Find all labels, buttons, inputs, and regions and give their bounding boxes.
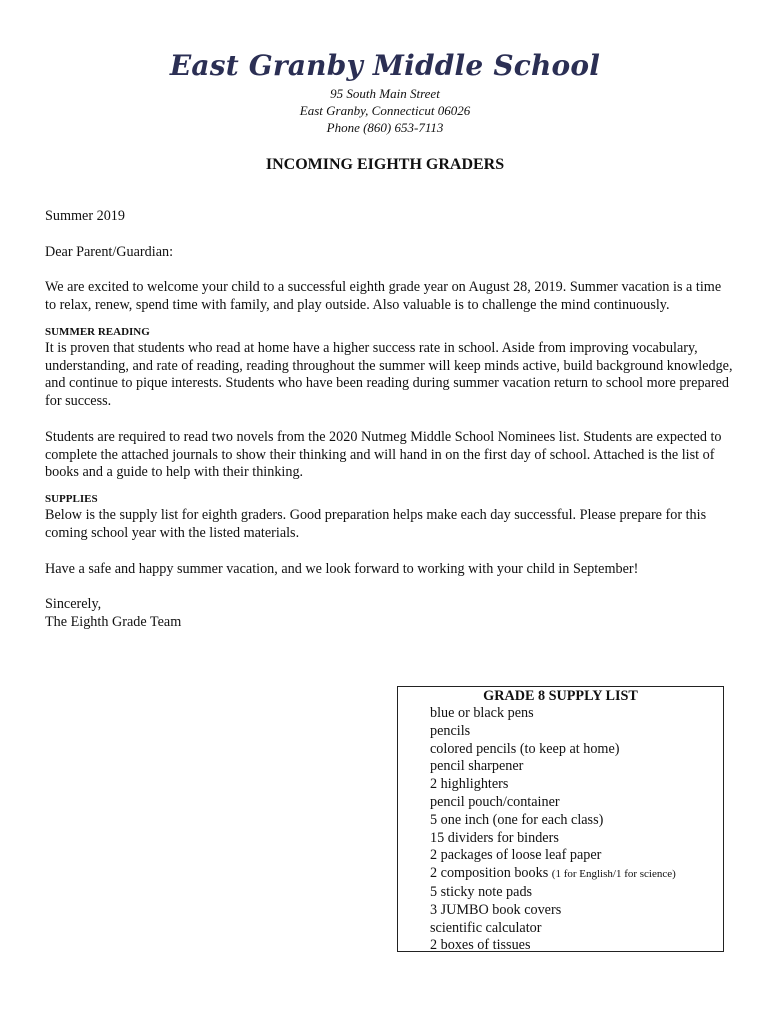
supply-list	[398, 705, 723, 955]
signature: The Eighth Grade Team	[45, 613, 182, 630]
letter-body	[45, 208, 735, 632]
school-name: East Granby Middle School	[169, 49, 601, 82]
intro-paragraph: We are excited to welcome your child to a successful eighth grade year on August 28, 2019. Summer vacation is a time to relax, renew, spend time with family, and play outside. Also valuable is to challenge the mind continuously.	[45, 279, 722, 313]
signoff: Sincerely,	[45, 596, 102, 613]
supply-item: 2 packages of loose leaf paper	[430, 847, 602, 864]
supply-item: 5 sticky note pads	[430, 883, 533, 900]
supply-item: blue or black pens	[430, 705, 534, 721]
supply-item: pencil pouch/container	[430, 793, 560, 810]
summer-reading-heading: SUMMER READING	[45, 325, 150, 338]
supply-item: 5 one inch (one for each class)	[430, 811, 604, 828]
supplies-heading: SUPPLIES	[45, 493, 98, 506]
letterhead	[0, 47, 770, 136]
supply-list-title: GRADE 8 SUPPLY LIST	[483, 688, 638, 704]
address-line-2: East Granby, Connecticut 06026	[299, 103, 471, 118]
salutation: Dear Parent/Guardian:	[45, 243, 174, 260]
supplies-paragraph: Below is the supply list for eighth graders. Good preparation helps make each day successful. Please prepare for this coming school year with the listed materials.	[45, 507, 707, 541]
supply-item: 2 boxes of tissues	[430, 937, 531, 954]
document-title: INCOMING EIGHTH GRADERS	[265, 156, 505, 173]
supply-item: 2 highlighters	[430, 776, 509, 793]
supply-item: 15 dividers for binders	[430, 829, 559, 846]
supply-item: scientific calculator	[430, 919, 542, 936]
supply-item: pencils	[430, 722, 471, 739]
phone-number: Phone (860) 653-7113	[326, 120, 444, 135]
supply-item-composition	[430, 865, 723, 884]
reading-paragraph-1: It is proven that students who read at home have a higher success rate in school. Aside from improving vocabulary, understanding, and rate of reading, reading throughout the summer will keep minds active, build background knowledge, and continue to pique interests. Students who have been reading during summer vacation return to school more prepared for success.	[45, 339, 733, 410]
letter-date: Summer 2019	[45, 208, 125, 224]
supply-item: colored pencils (to keep at home)	[430, 740, 620, 757]
supply-item: 3 JUMBO book covers	[430, 901, 562, 918]
supply-list-box	[397, 686, 724, 952]
supply-item: pencil sharpener	[430, 758, 524, 775]
reading-paragraph-2: Students are required to read two novels from the 2020 Nutmeg Middle School Nominees list. Students are expected to complete the attached journals to show their thinking and will hand in on the first day of school. Attached is the list of books and a guide to help with their thinking.	[45, 428, 722, 481]
closing-paragraph: Have a safe and happy summer vacation, and we look forward to working with your child in September!	[45, 560, 639, 577]
address-line-1: 95 South Main Street	[330, 86, 440, 101]
supply-item-label: 2 composition books	[430, 865, 549, 882]
composition-note: (1 for English/1 for science)	[551, 868, 676, 881]
